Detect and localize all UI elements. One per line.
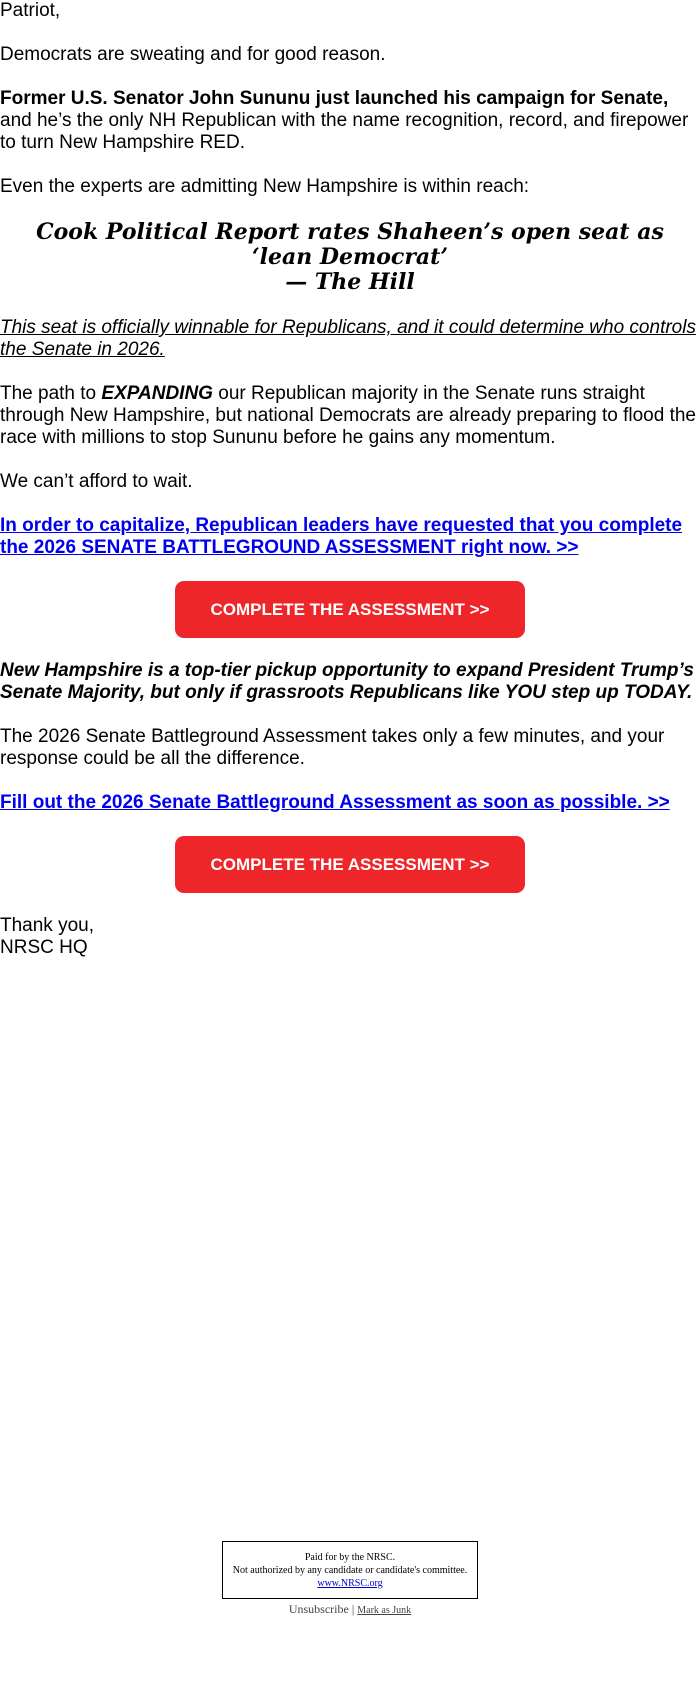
disclaimer-box (222, 1541, 478, 1599)
complete-assessment-button-2[interactable]: COMPLETE THE ASSESSMENT >> (175, 836, 525, 893)
footer-links (0, 1598, 700, 1622)
emphasis: New Hampshire is a top-tier pickup opportunity to expand President Trump’s Senate Majority, but only if grassroots Republicans like YOU step up TODAY. (0, 660, 694, 703)
fill-out-assessment-link[interactable]: Fill out the 2026 Senate Battleground Assessment as soon as possible. >> (0, 792, 670, 813)
paragraph: Democrats are sweating and for good reason. (0, 44, 386, 65)
emphasis: EXPANDING (101, 383, 213, 404)
paragraph: The 2026 Senate Battleground Assessment takes only a few minutes, and your response could be all the difference. (0, 726, 665, 769)
paragraph (0, 660, 700, 704)
greeting: Patriot, (0, 0, 61, 21)
paragraph (0, 88, 700, 154)
complete-assessment-button[interactable]: COMPLETE THE ASSESSMENT >> (175, 581, 525, 638)
quote-text: Cook Political Report rates Shaheen’s open seat as ‘lean Democrat’ (36, 219, 664, 270)
disclaimer-text: Not authorized by any candidate or candidate's committee. (232, 1565, 468, 1576)
paragraph: This seat is officially winnable for Republicans, and it could determine who controls the Senate in 2026. (0, 317, 696, 360)
pull-quote (20, 220, 680, 295)
text: and he’s the only NH Republican with the name recognition, record, and firepower to turn New Hampshire RED. (0, 110, 689, 153)
quote-source: — The Hill (285, 269, 415, 295)
text: our Republican majority in the Senate runs straight through New Hampshire, but national Democrats are already preparing to flood the race with millions to stop Sununu before he gains any momentum. (0, 383, 696, 448)
unsubscribe-link[interactable]: Unsubscribe (288, 1602, 349, 1616)
paragraph: We can’t afford to wait. (0, 471, 193, 492)
bold-text: Former U.S. Senator John Sununu just launched his campaign for Senate, (0, 88, 669, 109)
website-link[interactable]: www.NRSC.org (317, 1578, 383, 1589)
signoff-text: Thank you, (0, 915, 94, 936)
assessment-link[interactable]: In order to capitalize, Republican leaders have requested that you complete the 2026 SENATE BATTLEGROUND ASSESSMENT right now. >> (0, 515, 683, 558)
text: The path to (0, 383, 102, 404)
paragraph (0, 383, 700, 449)
signature: NRSC HQ (0, 937, 88, 958)
separator: | (351, 1602, 355, 1616)
mark-as-junk-link[interactable]: Mark as Junk (357, 1605, 412, 1616)
signoff (0, 915, 700, 959)
paragraph: Even the experts are admitting New Hampshire is within reach: (0, 176, 530, 197)
paid-for-text: Paid for by the NRSC. (304, 1552, 396, 1563)
